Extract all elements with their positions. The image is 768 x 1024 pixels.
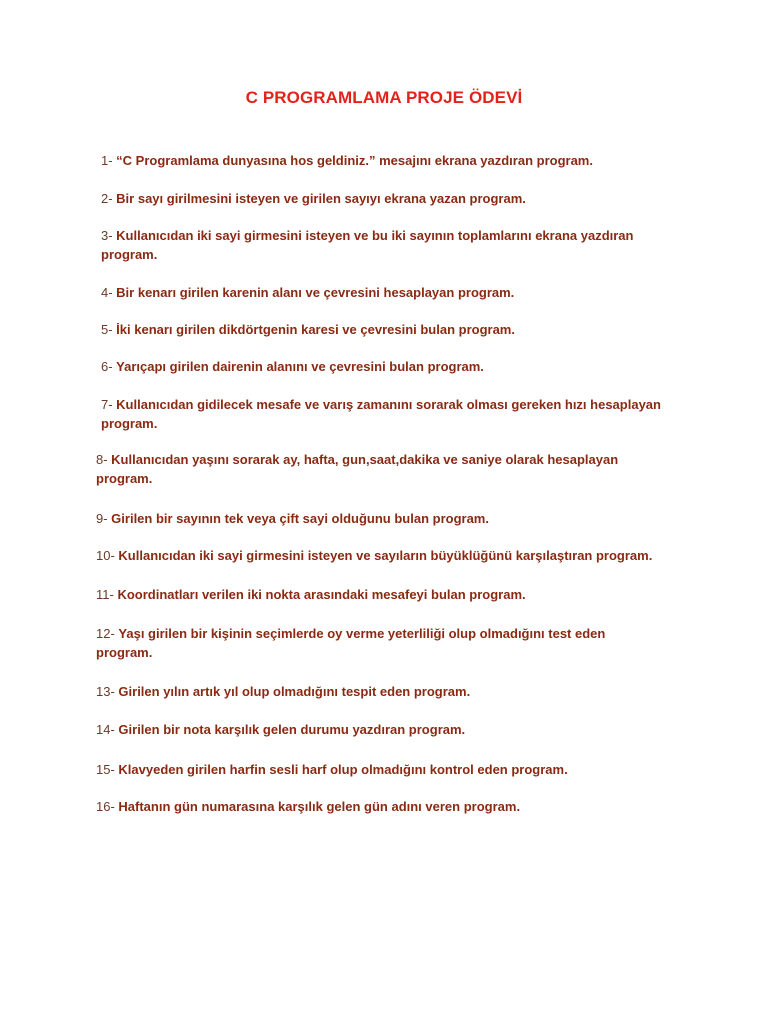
item-number: 15- [96,762,119,777]
list-item [101,320,661,339]
item-text: Koordinatları verilen iki nokta arasındaki mesafeyi bulan program. [117,587,526,602]
item-number: 1- [101,153,117,168]
list-item [96,450,656,488]
item-text: “C Programlama dunyasına hos geldiniz.” mesajını ekrana yazdıran program. [116,153,593,168]
item-number: 16- [96,799,119,814]
item-text: Yaşı girilen bir kişinin seçimlerde oy verme yeterliliği olup olmadığını test eden program. [96,626,606,660]
item-text: Girilen yılın artık yıl olup olmadığını tespit eden program. [118,684,471,699]
item-text: Bir sayı girilmesini isteyen ve girilen sayıyı ekrana yazan program. [116,191,526,206]
list-item [96,509,696,528]
item-text: İki kenarı girilen dikdörtgenin karesi ve çevresini bulan program. [116,322,515,337]
item-number: 9- [96,511,112,526]
item-number: 11- [96,587,118,602]
item-number: 12- [96,626,119,641]
item-number: 13- [96,684,119,699]
list-item [101,283,661,302]
list-item [96,546,696,565]
item-number: 6- [101,359,117,374]
list-item [96,797,696,816]
item-text: Haftanın gün numarasına karşılık gelen gün adını veren program. [118,799,521,814]
item-text: Bir kenarı girilen karenin alanı ve çevresini hesaplayan program. [116,285,515,300]
list-item [101,151,661,170]
item-number: 5- [101,322,117,337]
item-number: 7- [101,397,117,412]
item-number: 8- [96,452,112,467]
item-text: Kullanıcıdan iki sayi girmesini isteyen ve sayıların büyüklüğünü karşılaştıran program. [118,548,653,563]
item-number: 14- [96,722,119,737]
item-text: Girilen bir nota karşılık gelen durumu yazdıran program. [118,722,466,737]
item-text: Klavyeden girilen harfin sesli harf olup olmadığını kontrol eden program. [118,762,568,777]
item-number: 3- [101,228,117,243]
page-title: C PROGRAMLAMA PROJE ÖDEVİ [245,88,523,107]
list-item [96,585,696,604]
list-item [96,720,696,739]
item-text: Kullanıcıdan gidilecek mesafe ve varış zamanını sorarak olması gereken hızı hesaplayan program. [101,397,661,431]
item-text: Kullanıcıdan yaşını sorarak ay, hafta, gun,saat,dakika ve saniye olarak hesaplayan program. [96,452,619,486]
item-number: 2- [101,191,117,206]
item-text: Girilen bir sayının tek veya çift sayi olduğunu bulan program. [111,511,489,526]
list-item [101,226,661,264]
list-item [101,357,661,376]
item-number: 10- [96,548,119,563]
item-number: 4- [101,285,117,300]
list-item [96,624,656,662]
list-item [96,682,696,701]
item-text: Kullanıcıdan iki sayi girmesini isteyen ve bu iki sayının toplamlarını ekrana yazdıran program. [101,228,634,262]
list-item [96,760,696,779]
item-text: Yarıçapı girilen dairenin alanını ve çevresini bulan program. [116,359,484,374]
list-item [101,189,661,208]
list-item [101,395,671,433]
